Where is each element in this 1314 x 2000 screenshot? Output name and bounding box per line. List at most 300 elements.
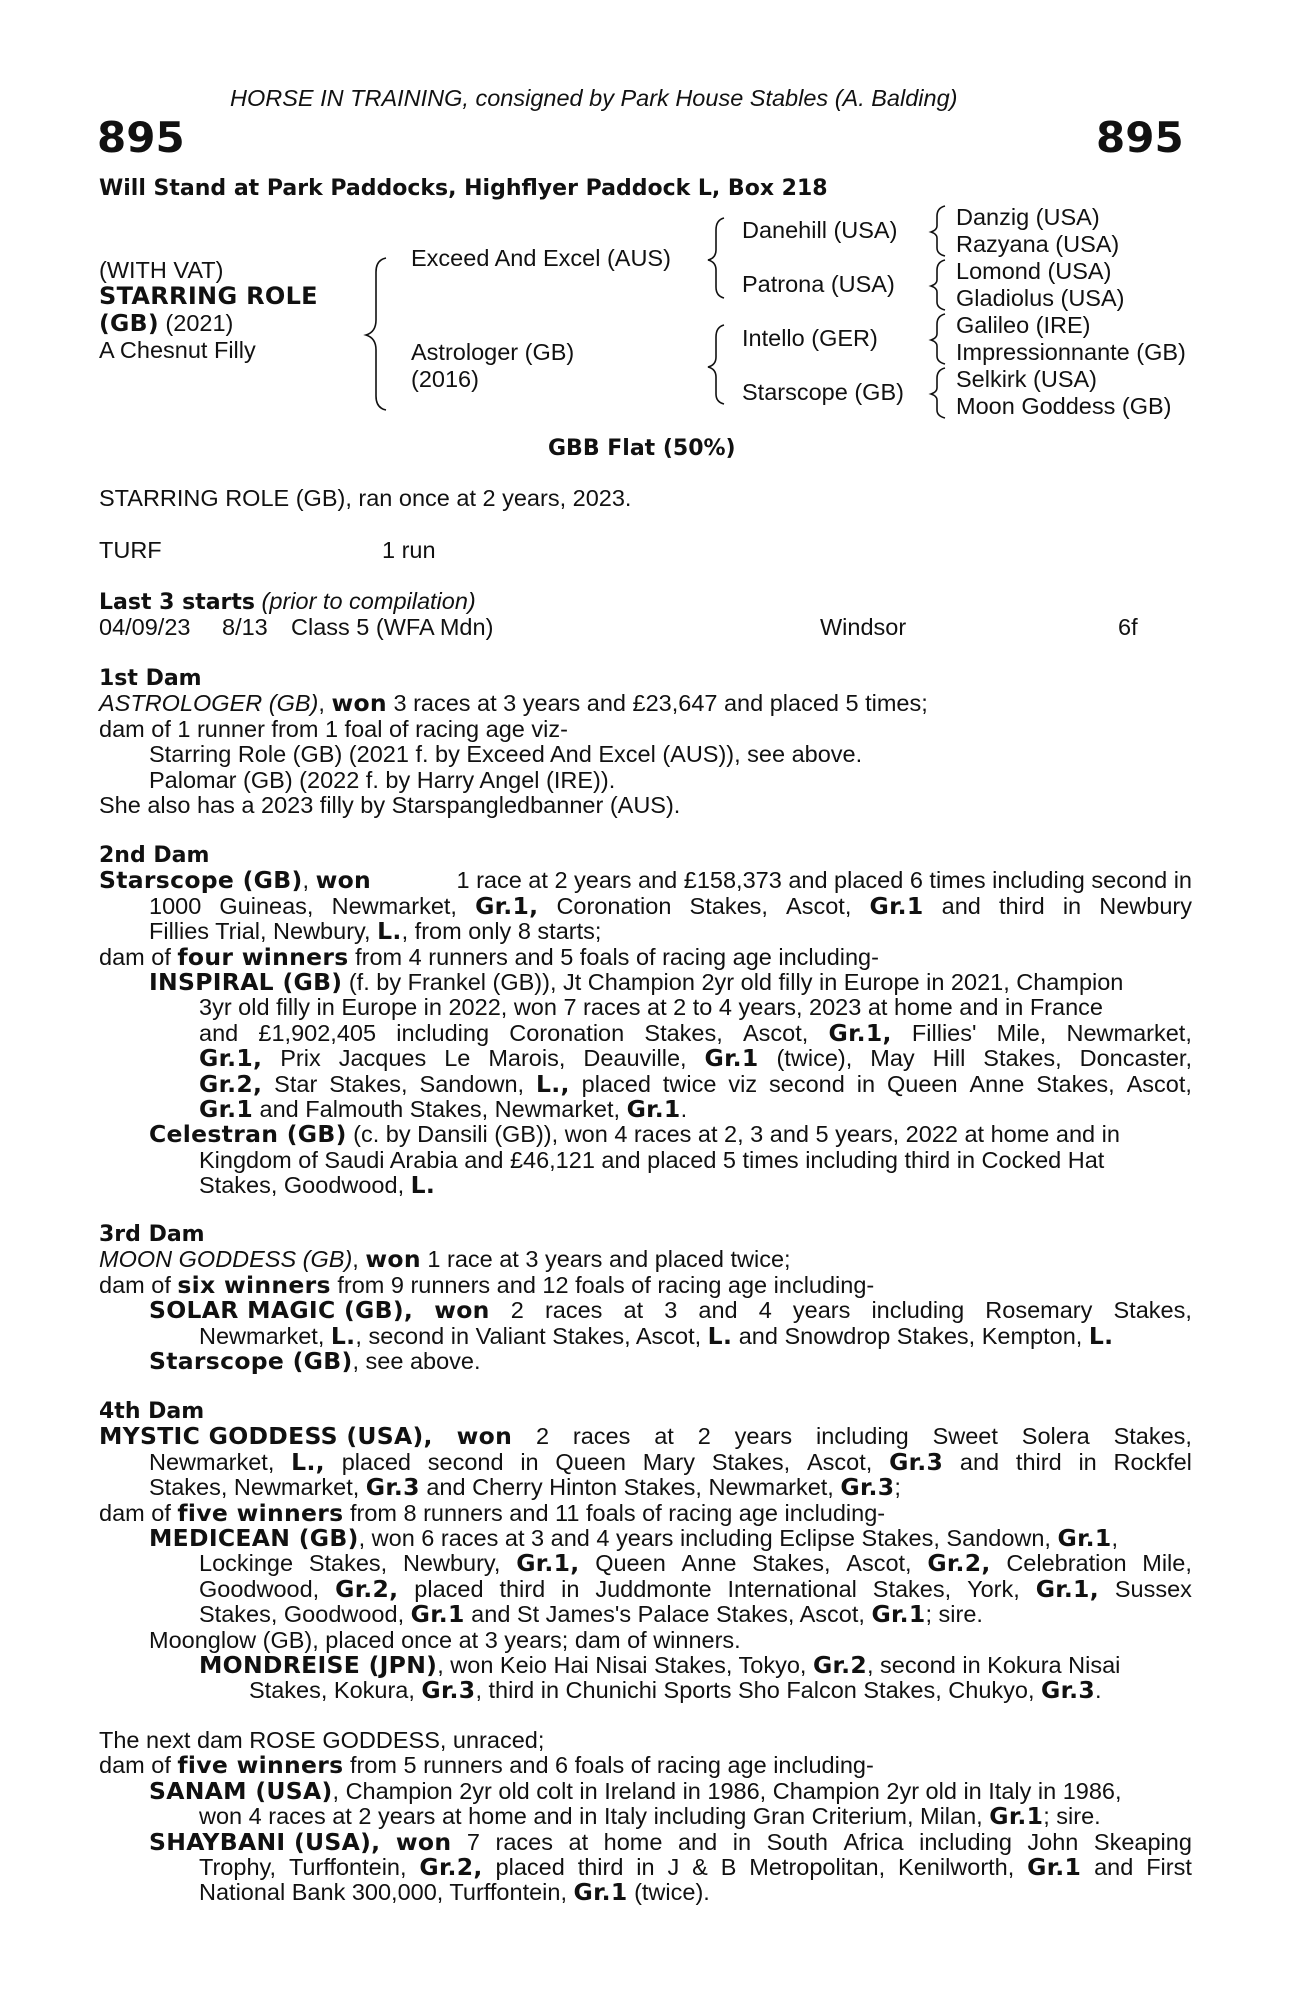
word: at xyxy=(568,1828,589,1855)
word: and xyxy=(199,1019,239,1046)
word: Africa xyxy=(843,1828,904,1855)
consignment-line: HORSE IN TRAINING, consigned by Park House Stables (A. Balding) xyxy=(230,85,958,111)
word: Ascot, xyxy=(742,1019,809,1046)
grade-mark: Gr.3 xyxy=(840,1473,895,1502)
word: Newbury, xyxy=(402,1550,501,1577)
word: Sweet xyxy=(932,1423,998,1450)
word: viz xyxy=(728,1070,758,1097)
pedigree-sss: Danzig (USA) xyxy=(956,204,1100,230)
moonglow-line: Moonglow (GB), placed once at 3 years; dam of winners. xyxy=(149,1626,741,1653)
fourth-dam-section xyxy=(99,1399,1192,1704)
word: L., xyxy=(291,1447,325,1476)
word: Newmarket, xyxy=(331,892,457,919)
inspiral-line1 xyxy=(99,967,1192,996)
word: Ascot, xyxy=(806,1448,873,1475)
t: Stakes, Goodwood, xyxy=(199,1601,411,1628)
word: and xyxy=(677,1828,718,1855)
word: placed xyxy=(495,1853,565,1880)
t: Newmarket, xyxy=(199,1322,331,1349)
brace-sd xyxy=(931,260,945,310)
second-dam-won: won xyxy=(315,866,372,895)
pedigree-sire-sire: Danehill (USA) xyxy=(742,217,898,243)
word: in xyxy=(1062,892,1082,919)
produce-post: from 8 runners and 11 foals of racing age including- xyxy=(343,1499,886,1526)
word: Anne xyxy=(681,1550,737,1577)
word: Gr.1, xyxy=(1035,1574,1099,1603)
grade-mark: Gr.1 xyxy=(199,1094,254,1123)
listed-mark: L. xyxy=(377,917,402,946)
word: SOLAR MAGIC (GB), xyxy=(149,1296,414,1325)
produce-post: from 5 runners and 6 foals of racing age including- xyxy=(343,1752,874,1779)
inspiral-line2: 3yr old filly in Europe in 2022, won 7 races at 2 to 4 years, 2023 at home and in France xyxy=(199,994,1103,1021)
word: Sandown, xyxy=(419,1070,525,1097)
word: 2 xyxy=(535,1423,550,1450)
grade-mark: Gr.3 xyxy=(421,1676,476,1705)
word: Rosemary xyxy=(985,1297,1093,1324)
pedigree-sds: Lomond (USA) xyxy=(956,258,1112,284)
produce-pre: dam of xyxy=(99,1499,178,1526)
word: & xyxy=(692,1853,708,1880)
word: (twice), xyxy=(776,1045,853,1072)
t: , xyxy=(1111,1524,1119,1551)
word: Gr.1 xyxy=(1027,1852,1082,1881)
pedigree-braces xyxy=(0,0,1314,430)
pedigree-dss: Galileo (IRE) xyxy=(956,312,1091,338)
second-dam-line2 xyxy=(149,891,1192,920)
pedigree-sire: Exceed And Excel (AUS) xyxy=(411,245,671,271)
word: including xyxy=(871,1297,965,1324)
word: races xyxy=(495,1828,553,1855)
word: Mary xyxy=(642,1448,696,1475)
word: York, xyxy=(967,1575,1020,1602)
word: Celebration xyxy=(1006,1550,1127,1577)
grade-mark: Gr.2 xyxy=(812,1650,867,1679)
horse-country: (GB) xyxy=(99,309,159,337)
word: Gr.2, xyxy=(927,1549,991,1578)
word: Stakes, xyxy=(329,1070,408,1097)
produce-winners: five winners xyxy=(177,1498,344,1527)
inspiral-text-6: and Falmouth Stakes, Newmarket, xyxy=(253,1095,627,1122)
word: in xyxy=(1078,1448,1097,1475)
pedigree-dds: Selkirk (USA) xyxy=(956,366,1098,392)
word: Sussex xyxy=(1114,1575,1192,1602)
lot-number-left: 895 xyxy=(97,113,185,162)
word: years xyxy=(734,1423,793,1450)
shaybani-line2 xyxy=(199,1852,1192,1881)
vat-note: (WITH VAT) xyxy=(99,257,224,283)
mystic-goddess-line2 xyxy=(149,1447,1192,1476)
word: Queen xyxy=(595,1550,666,1577)
pedigree-dsd: Impressionnante (GB) xyxy=(956,339,1186,365)
t: , second in Valiant Stakes, Ascot, xyxy=(355,1322,708,1349)
last-starts-note: (prior to compilation) xyxy=(255,588,476,614)
last-starts-title: Last 3 starts xyxy=(99,590,256,615)
word: placed xyxy=(341,1448,411,1475)
grade-mark: Gr.1 xyxy=(871,1600,926,1629)
starscope-text: , see above. xyxy=(352,1347,481,1374)
produce-post: from 4 runners and 5 foals of racing age including- xyxy=(348,943,879,970)
word: Gr.1 xyxy=(704,1044,759,1073)
word: Gr.1, xyxy=(516,1549,580,1578)
next-dam-produce xyxy=(99,1753,1192,1778)
word: Stakes, xyxy=(752,1550,831,1577)
second-dam-text-end: , from only 8 starts; xyxy=(401,918,602,945)
inspiral-text: (f. by Frankel (GB)), Jt Champion 2yr old filly in Europe in 2021, Champion xyxy=(342,968,1124,995)
t: ; sire. xyxy=(925,1601,983,1628)
third-dam-produce xyxy=(99,1270,1192,1299)
word: Kenilworth, xyxy=(898,1853,1015,1880)
race-record-summary: STARRING ROLE (GB), ran once at 2 years, 2023. xyxy=(99,485,632,511)
produce-winners: five winners xyxy=(177,1751,344,1780)
word: second xyxy=(769,1070,845,1097)
word: third xyxy=(577,1853,624,1880)
horse-name: STARRING ROLE xyxy=(99,282,318,310)
produce-pre: dam of xyxy=(99,1271,178,1298)
celestran-text-3: Stakes, Goodwood, xyxy=(199,1172,411,1199)
word: Stakes, xyxy=(1113,1297,1192,1324)
word: twice xyxy=(662,1070,717,1097)
word: at xyxy=(623,1297,644,1324)
third-dam-sep: , xyxy=(352,1246,366,1273)
t: and Snowdrop Stakes, Kempton, xyxy=(732,1322,1089,1349)
word: Gr.2, xyxy=(335,1574,399,1603)
word: races xyxy=(544,1297,603,1324)
word: May xyxy=(870,1045,915,1072)
t: ; xyxy=(894,1474,901,1501)
word: 3 xyxy=(664,1297,678,1324)
inspiral-line6 xyxy=(99,1094,1192,1123)
produce-pre: dam of xyxy=(99,1752,178,1779)
grade-mark: Gr.3 xyxy=(365,1473,420,1502)
grade-mark: Gr.1 xyxy=(573,1878,628,1907)
word: Newmarket, xyxy=(1066,1019,1192,1046)
shaybani-line1 xyxy=(149,1827,1192,1856)
word: Solera xyxy=(1021,1423,1090,1450)
word: Skeaping xyxy=(1093,1828,1192,1855)
word: Gr.3 xyxy=(889,1447,944,1476)
horse-description: A Chesnut Filly xyxy=(99,337,256,363)
word: third xyxy=(499,1575,546,1602)
word: 1000 xyxy=(149,892,202,919)
first-dam-name: ASTROLOGER (GB) xyxy=(99,690,319,717)
word: Queen xyxy=(886,1070,958,1097)
word: Le xyxy=(444,1045,471,1072)
grade-mark: Gr.1 xyxy=(1057,1523,1112,1552)
medicean-name: MEDICEAN (GB) xyxy=(149,1523,359,1552)
brace-sire xyxy=(708,218,724,298)
second-dam-text: Fillies Trial, Newbury, xyxy=(149,918,378,945)
listed-mark: L. xyxy=(1088,1321,1114,1350)
word: third xyxy=(1015,1448,1062,1475)
medicean-line3 xyxy=(199,1574,1192,1603)
medicean-line2 xyxy=(199,1551,1192,1576)
third-dam-name: MOON GODDESS (GB) xyxy=(99,1246,353,1273)
starscope-line xyxy=(99,1346,1192,1375)
word: £1,902,405 xyxy=(258,1019,377,1046)
sanam-name: SANAM (USA) xyxy=(149,1776,333,1805)
next-dam-section xyxy=(99,1728,1192,1906)
horse-year: (2021) xyxy=(158,310,234,336)
word: Deauville, xyxy=(583,1045,687,1072)
next-dam-line: The next dam ROSE GODDESS, unraced; xyxy=(99,1727,545,1753)
word: Stakes, xyxy=(983,1045,1062,1072)
last-start-distance: 6f xyxy=(1118,614,1138,640)
second-dam-heading: 2nd Dam xyxy=(99,843,210,868)
inspiral-name: INSPIRAL (GB) xyxy=(149,967,343,996)
first-dam-note: She also has a 2023 filly by Starspangledbanner (AUS). xyxy=(99,791,681,818)
fourth-dam-heading: 4th Dam xyxy=(99,1399,205,1424)
word: Hill xyxy=(932,1045,966,1072)
pedigree-dam-sire: Intello (GER) xyxy=(742,325,878,351)
word: won xyxy=(434,1296,490,1325)
word: Stakes, xyxy=(872,1575,952,1602)
word: Ascot, xyxy=(1126,1070,1192,1097)
first-dam-heading: 1st Dam xyxy=(99,666,202,691)
word: home xyxy=(603,1828,663,1855)
word: John xyxy=(1027,1828,1079,1855)
word: Stakes, xyxy=(1113,1423,1192,1450)
celestran-name: Celestran (GB) xyxy=(149,1120,347,1149)
first-dam-sep: , xyxy=(318,690,332,717)
t: won 4 races at 2 years at home and in Italy including Gran Criterium, Milan, xyxy=(199,1803,990,1830)
mondreise-line1 xyxy=(99,1650,1192,1679)
word: Star xyxy=(274,1070,318,1097)
word: Gr.1, xyxy=(475,891,539,920)
t: . xyxy=(1095,1677,1102,1704)
word: Gr.2, xyxy=(419,1852,483,1881)
sanam-line1 xyxy=(99,1776,1192,1805)
celestran-line3 xyxy=(99,1173,1192,1198)
mondreise-line2 xyxy=(99,1678,1192,1703)
word: Coronation xyxy=(509,1019,625,1046)
pedigree-ssd: Razyana (USA) xyxy=(956,231,1120,257)
word: Metropolitan, xyxy=(749,1853,886,1880)
celestran-text: (c. by Dansili (GB)), won 4 races at 2, 3 and 5 years, 2022 at home and in xyxy=(346,1121,1120,1148)
listed-mark: L. xyxy=(410,1171,436,1200)
word: Anne xyxy=(969,1070,1025,1097)
word: including xyxy=(396,1019,490,1046)
word: Stakes, xyxy=(711,1448,791,1475)
brace-dd xyxy=(931,368,945,418)
word: 2 xyxy=(510,1297,524,1324)
listed-mark: L. xyxy=(707,1321,733,1350)
t: , Champion 2yr old colt in Ireland in 1986, Champion 2yr old in Italy in 1986, xyxy=(332,1777,1122,1804)
grade-mark: Gr.3 xyxy=(1041,1676,1096,1705)
word: including xyxy=(919,1828,1012,1855)
word: SHAYBANI (USA), xyxy=(149,1827,381,1856)
first-dam-record: 3 races at 3 years and £23,647 and placed 5 times; xyxy=(386,690,928,717)
word: Coronation xyxy=(556,892,672,919)
sanam-line2 xyxy=(99,1804,1192,1829)
inspiral-end: . xyxy=(680,1095,688,1122)
last-start-date: 04/09/23 xyxy=(99,614,191,640)
third-dam-won: won xyxy=(365,1245,421,1274)
word: Lockinge xyxy=(199,1550,294,1577)
third-dam-section xyxy=(99,1222,1192,1374)
t: , won 6 races at 3 and 4 years including Eclipse Stakes, Sandown, xyxy=(358,1524,1058,1551)
grade-mark: Gr.1 xyxy=(626,1094,681,1123)
word: Guineas, xyxy=(219,892,314,919)
word: including xyxy=(815,1423,909,1450)
word: 4 xyxy=(758,1297,772,1324)
word: Newmarket, xyxy=(149,1448,275,1475)
word: MYSTIC GODDESS (USA), xyxy=(99,1422,433,1451)
medicean-line4 xyxy=(99,1602,1192,1627)
produce-winners: six winners xyxy=(177,1270,331,1299)
last-start-race: Class 5 (WFA Mdn) xyxy=(291,614,494,640)
first-dam-foal-2: Palomar (GB) (2022 f. by Harry Angel (IRE)). xyxy=(149,766,616,793)
last-start-course: Windsor xyxy=(820,614,907,640)
second-dam-line1 xyxy=(99,868,1192,893)
celestran-line1 xyxy=(99,1122,1192,1147)
word: third xyxy=(998,892,1045,919)
pedigree-sire-dam: Patrona (USA) xyxy=(742,271,895,297)
word: First xyxy=(1146,1853,1192,1880)
word: Stakes, xyxy=(644,1019,723,1046)
t: Stakes, Newmarket, xyxy=(149,1474,366,1501)
pedigree-ddd: Moon Goddess (GB) xyxy=(956,393,1172,419)
produce-pre: dam of xyxy=(99,943,178,970)
produce-post: from 9 runners and 12 foals of racing age including- xyxy=(330,1271,875,1298)
third-dam-record: 1 race at 3 years and placed twice; xyxy=(420,1246,791,1273)
brace-ds xyxy=(931,314,945,364)
pedigree-dam-year: (2016) xyxy=(411,366,479,392)
mystic-goddess-line3 xyxy=(99,1475,1192,1500)
word: Prix xyxy=(280,1045,321,1072)
word: Mile, xyxy=(1142,1550,1192,1577)
bonus-scheme: GBB Flat (50%) xyxy=(548,436,736,461)
first-dam-produce-line: dam of 1 runner from 1 foal of racing age viz- xyxy=(99,715,568,742)
word: races xyxy=(572,1423,631,1450)
word: in xyxy=(636,1853,655,1880)
word: Queen xyxy=(555,1448,626,1475)
t: , second in Kokura Nisai xyxy=(866,1651,1121,1678)
word: Gr.1 xyxy=(869,891,924,920)
word: in xyxy=(732,1828,752,1855)
t: , third in Chunichi Sports Sho Falcon Stakes, Chukyo, xyxy=(475,1677,1042,1704)
word: Stakes, xyxy=(1036,1070,1115,1097)
word: Gr.1, xyxy=(828,1018,892,1047)
word: Rockfel xyxy=(1113,1448,1192,1475)
word: Newbury xyxy=(1099,892,1192,919)
word: in xyxy=(561,1575,580,1602)
t: National Bank 300,000, Turffontein, xyxy=(199,1879,574,1906)
surface-runs: 1 run xyxy=(382,537,436,563)
pedigree-sdd: Gladiolus (USA) xyxy=(956,285,1125,311)
surface-label: TURF xyxy=(99,537,162,563)
produce-winners: four winners xyxy=(177,942,349,971)
first-dam-foal-1: Starring Role (GB) (2021 f. by Exceed And Excel (AUS)), see above. xyxy=(149,741,863,768)
word: B xyxy=(720,1853,737,1880)
last-start-position: 8/13 xyxy=(222,614,268,640)
word: Juddmonte xyxy=(595,1575,712,1602)
t: Stakes, Kokura, xyxy=(249,1677,422,1704)
word: Ascot, xyxy=(846,1550,912,1577)
starscope-name: Starscope (GB) xyxy=(149,1346,353,1375)
word: Goodwood, xyxy=(199,1575,320,1602)
medicean-line1 xyxy=(99,1523,1192,1552)
word: J xyxy=(667,1853,680,1880)
solar-magic-line2 xyxy=(99,1321,1192,1350)
word: Doncaster, xyxy=(1079,1045,1192,1072)
word: won xyxy=(456,1422,513,1451)
second-dam-produce xyxy=(99,942,1192,971)
word: and xyxy=(698,1297,738,1324)
word: L., xyxy=(536,1069,570,1098)
grade-mark: Gr.1 xyxy=(989,1802,1044,1831)
word: and xyxy=(941,892,981,919)
second-dam-name: Starscope (GB) xyxy=(99,866,303,895)
word: 2 xyxy=(697,1423,711,1450)
word: Jacques xyxy=(338,1045,427,1072)
t: and St James's Palace Stakes, Ascot, xyxy=(464,1601,872,1628)
word: Turffontein, xyxy=(288,1853,407,1880)
solar-magic-line1 xyxy=(149,1298,1192,1323)
brace-ss xyxy=(931,206,945,256)
word: in xyxy=(520,1448,539,1475)
word: Marois, xyxy=(488,1045,566,1072)
word: placed xyxy=(414,1575,484,1602)
third-dam-heading: 3rd Dam xyxy=(99,1222,205,1247)
word: in xyxy=(856,1070,876,1097)
word: placed xyxy=(581,1070,651,1097)
word: Fillies' xyxy=(911,1019,977,1046)
word: Gr.2, xyxy=(199,1069,263,1098)
celestran-line2: Kingdom of Saudi Arabia and £46,121 and placed 5 times including third in Cocked Hat xyxy=(199,1146,1105,1173)
word: and xyxy=(959,1448,1000,1475)
second-dam-line3 xyxy=(99,919,1192,944)
pedigree-dam: Astrologer (GB) xyxy=(411,339,575,365)
inspiral-line3 xyxy=(199,1018,1192,1047)
word: second xyxy=(427,1448,504,1475)
mystic-goddess-line1 xyxy=(99,1424,1192,1449)
listed-mark: L. xyxy=(330,1321,356,1350)
word: International xyxy=(727,1575,857,1602)
word: Ascot, xyxy=(786,892,852,919)
word: 7 xyxy=(466,1828,480,1855)
word: and xyxy=(1094,1853,1134,1880)
word: South xyxy=(766,1828,828,1855)
second-dam-record: 1 race at 2 years and £158,373 and placed 6 times including second in xyxy=(456,867,1192,894)
word: Stakes, xyxy=(308,1550,388,1577)
word: years xyxy=(792,1297,851,1324)
pedigree-dam-dam: Starscope (GB) xyxy=(742,379,904,405)
word: Mile, xyxy=(996,1019,1047,1046)
word: Trophy, xyxy=(199,1853,277,1880)
t: (twice). xyxy=(627,1879,710,1906)
word: Gr.1, xyxy=(199,1044,263,1073)
word: at xyxy=(654,1423,674,1450)
grade-mark: Gr.1 xyxy=(410,1600,465,1629)
first-dam-line xyxy=(99,691,1192,716)
brace-main xyxy=(366,258,386,410)
t: ; sire. xyxy=(1043,1803,1101,1830)
lot-number-right: 895 xyxy=(1096,113,1184,162)
word: Stakes, xyxy=(689,892,768,919)
inspiral-line5 xyxy=(199,1069,1192,1098)
t: , won Keio Hai Nisai Stakes, Tokyo, xyxy=(437,1651,813,1678)
third-dam-line xyxy=(99,1247,1192,1272)
second-dam-section xyxy=(99,843,1192,1198)
shaybani-line3 xyxy=(99,1880,1192,1905)
word: won xyxy=(395,1827,452,1856)
stand-location: Will Stand at Park Paddocks, Highflyer Paddock L, Box 218 xyxy=(99,176,828,201)
first-dam-section xyxy=(99,666,1192,818)
second-dam-sep: , xyxy=(302,867,316,894)
fourth-dam-produce xyxy=(99,1498,1192,1527)
last-starts-heading xyxy=(99,589,476,615)
t: and Cherry Hinton Stakes, Newmarket, xyxy=(419,1474,841,1501)
